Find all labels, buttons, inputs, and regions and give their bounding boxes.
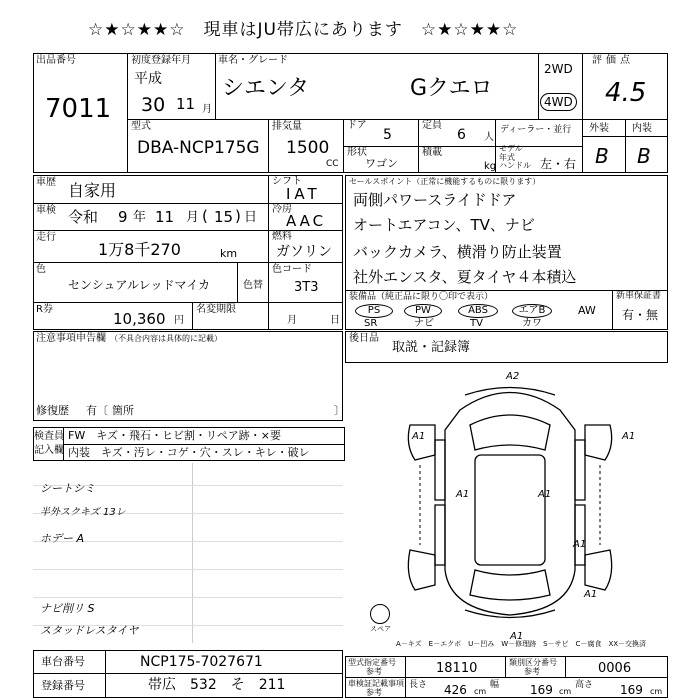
handwritten-note-1: シートシミ: [40, 482, 95, 495]
chassis-value: NCP175-7027671: [140, 654, 263, 670]
length-unit: cm: [474, 687, 487, 696]
paren-close: ): [235, 207, 241, 225]
damage-mark-top: A2: [506, 371, 520, 382]
model-value: DBA-NCP175G: [137, 138, 260, 158]
car-name-label: 車名・グレード: [218, 55, 288, 66]
spare-tire-icon: [370, 604, 390, 624]
inspector-label-1: 検査員: [34, 431, 64, 442]
height-value: 169: [620, 683, 643, 697]
roof: [475, 455, 545, 565]
height-unit: cm: [650, 687, 663, 696]
model-year-label: モデル年式: [499, 144, 523, 162]
equipment-label: 装備品（純正品に限り〇印で表示）: [349, 292, 494, 302]
damage-mark-2: A1: [622, 431, 636, 442]
banner: ☆★☆★★☆ 現車はJU帯広にあります ☆★☆★★☆: [88, 20, 519, 40]
door-label: ドア: [347, 120, 367, 131]
damage-mark-1: A1: [412, 431, 426, 442]
exterior-label: 外装: [589, 123, 609, 134]
first-reg-month-unit: 月: [202, 104, 212, 115]
drive-2wd: 2WD: [544, 62, 573, 76]
length-label: 長さ: [409, 680, 428, 690]
first-reg-era: 平成: [134, 71, 162, 87]
damage-mark-3: A1: [456, 489, 470, 500]
inspector-row-1: FW キズ・飛石・ヒビ割・リペア跡・×要: [68, 429, 281, 442]
sales-point-4: 社外エンスタ、夏タイヤ４本積込: [353, 268, 577, 286]
damage-legend: A－キズ E－エクボ U－凹み W－修理跡 S－サビ C－腐食 XX－交換済: [396, 640, 647, 648]
right-rear-door: [575, 505, 585, 565]
equip-navi: ナビ: [414, 318, 434, 329]
equip-leather: カワ: [522, 318, 542, 329]
lot-number: 7011: [45, 94, 112, 124]
inspection-day-unit: 日: [244, 210, 258, 225]
inspection-year-unit: 年: [133, 210, 147, 225]
mileage-value: 1万8千270: [98, 240, 181, 259]
rating-label: 評価点: [592, 55, 634, 66]
shape-label: 形状: [347, 147, 367, 158]
front-bumper: [465, 388, 555, 396]
notes-sublabel: （不具合内容は具体的に記載）: [110, 334, 222, 343]
windshield: [470, 415, 550, 450]
handle-label: ハンドル: [499, 161, 531, 170]
left-rear-fender: [408, 550, 435, 590]
damage-mark-7: A1: [510, 631, 524, 642]
recycle-value: 10,360: [113, 310, 166, 328]
inspection-label: 車検: [36, 205, 56, 216]
car-grade: Gクエロ: [410, 76, 493, 101]
handwritten-note-3: ホデー A: [40, 532, 85, 545]
chassis-label: 車台番号: [41, 655, 85, 668]
name-change-month: 月: [287, 315, 297, 326]
first-reg-month: 11: [176, 95, 196, 113]
type-designation-ref: 参考: [366, 667, 382, 676]
dealer-label: ディーラー・並行: [500, 125, 572, 135]
inspection-month-unit: 月: [186, 210, 200, 225]
handle-value: 左・右: [540, 157, 577, 171]
width-label: 幅: [490, 680, 500, 690]
history-value: 自家用: [68, 181, 117, 200]
inspection-day: 15: [214, 208, 234, 226]
fuel-value: ガソリン: [276, 244, 332, 260]
after-sale-label: 後日品: [349, 333, 379, 344]
rating-score: 4.5: [605, 78, 647, 108]
type-designation-value: 18110: [436, 661, 478, 676]
car-name: シエンタ: [222, 76, 310, 101]
notes-frame: [33, 331, 343, 421]
right-front-fender: [585, 425, 612, 460]
equip-pw: PW: [404, 304, 442, 318]
left-rear-door: [435, 505, 445, 565]
warranty-label: 新車保証書: [616, 291, 662, 301]
mileage-unit: km: [220, 247, 238, 260]
width-value: 169: [530, 683, 553, 697]
notes-label: 注意事項申告欄: [36, 333, 106, 344]
damage-mark-5: A1: [573, 539, 587, 550]
ac-value: AAC: [286, 212, 327, 230]
category-ref: 参考: [524, 667, 540, 676]
left-front-door: [435, 440, 445, 500]
inspection-year: 9: [118, 208, 128, 226]
color-label: 色: [36, 264, 46, 275]
recycle-label: R券: [36, 304, 53, 315]
repair-unit: 箇所: [112, 404, 134, 417]
name-change-label: 名変期限: [196, 304, 236, 315]
door-value: 5: [383, 127, 392, 143]
equip-airbag: エアB: [512, 304, 552, 318]
inspection-era: 令和: [68, 208, 99, 226]
displacement-label: 排気量: [272, 121, 302, 132]
repair-bracket: 〕: [334, 404, 345, 417]
rear-window: [470, 570, 550, 600]
repair-label: 修復歴: [36, 404, 69, 417]
shift-value: IAT: [286, 185, 321, 203]
warranty-value: 有・無: [622, 308, 659, 322]
car-damage-diagram: [400, 370, 620, 625]
history-label: 車歴: [36, 177, 56, 188]
capacity-value: 6: [457, 127, 466, 143]
cert-ref: 参考: [366, 688, 382, 697]
handwritten-note-4: ナビ削リ S: [40, 602, 95, 615]
length-value: 426: [444, 683, 467, 697]
equip-tv: TV: [470, 318, 483, 329]
drive-4wd: 4WD: [540, 93, 577, 111]
repair-value: 有〔: [86, 404, 108, 417]
inspection-month: 11: [155, 208, 175, 226]
category-label: 類別区分番号: [509, 658, 557, 667]
paren-open: (: [202, 207, 208, 225]
sales-point-2: オートエアコン、TV、ナビ: [353, 216, 535, 234]
rear-bumper: [465, 610, 555, 618]
shape-value: ワゴン: [365, 157, 398, 170]
mileage-label: 走行: [36, 232, 56, 243]
equip-sr: SR: [364, 318, 378, 329]
width-unit: cm: [559, 687, 572, 696]
recycle-unit: 円: [174, 315, 184, 326]
displacement-value: 1500: [286, 138, 330, 158]
inspector-label-2: 記入欄: [34, 445, 64, 456]
body-outline: [445, 393, 575, 616]
payload-label: 積載: [422, 147, 442, 158]
name-change-day: 日: [330, 315, 340, 326]
equip-ps: PS: [355, 304, 393, 318]
color-code-label: 色コード: [272, 264, 312, 275]
color-code-value: 3T3: [294, 280, 319, 295]
lot-label: 出品番号: [36, 55, 76, 66]
category-value: 0006: [598, 661, 632, 676]
ac-label: 冷房: [272, 204, 292, 215]
after-sale-value: 取説・記録簿: [392, 340, 471, 355]
equip-abs: ABS: [458, 304, 498, 318]
color-value: センシュアルレッドマイカ: [68, 278, 210, 292]
registration-value: 帯広 532 そ 211: [148, 677, 286, 693]
interior-grade: B: [637, 144, 651, 168]
equip-aw: AW: [578, 304, 596, 317]
inspector-row-2: 内装 キズ・汚レ・コゲ・穴・スレ・キレ・破レ: [68, 446, 310, 459]
handwritten-note-5: スタッドレスタイヤ: [40, 624, 139, 637]
model-label: 型式: [131, 121, 151, 132]
payload-unit: kg: [484, 161, 497, 172]
interior-label: 内装: [632, 123, 652, 134]
registration-label: 登録番号: [41, 679, 85, 692]
displacement-unit: CC: [326, 159, 339, 169]
exterior-grade: B: [595, 144, 609, 168]
sales-point-1: 両側パワースライドドア: [353, 191, 517, 209]
height-label: 高さ: [575, 680, 594, 690]
first-reg-label: 初度登録年月: [131, 55, 191, 66]
sales-points-label: セールスポイント（正常に機能するものに限ります）: [349, 177, 541, 186]
shift-label: シフト: [272, 176, 302, 187]
capacity-unit: 人: [484, 132, 494, 143]
handwritten-note-2: 半外スクキズ 13レ: [40, 507, 126, 518]
first-reg-year: 30: [141, 94, 166, 116]
type-designation-label: 型式指定番号: [348, 658, 396, 667]
sales-point-3: バックカメラ、横滑り防止装置: [353, 243, 562, 261]
right-front-door: [575, 440, 585, 500]
color-change-label: 色替: [243, 280, 263, 291]
right-rear-fender: [585, 550, 612, 590]
spare-label: スペア: [370, 625, 391, 633]
fuel-label: 燃料: [272, 231, 292, 242]
capacity-label: 定員: [422, 120, 442, 131]
cert-label: 車検証記載事項: [348, 679, 404, 688]
damage-mark-4: A1: [538, 489, 552, 500]
damage-mark-6: A1: [584, 589, 598, 600]
